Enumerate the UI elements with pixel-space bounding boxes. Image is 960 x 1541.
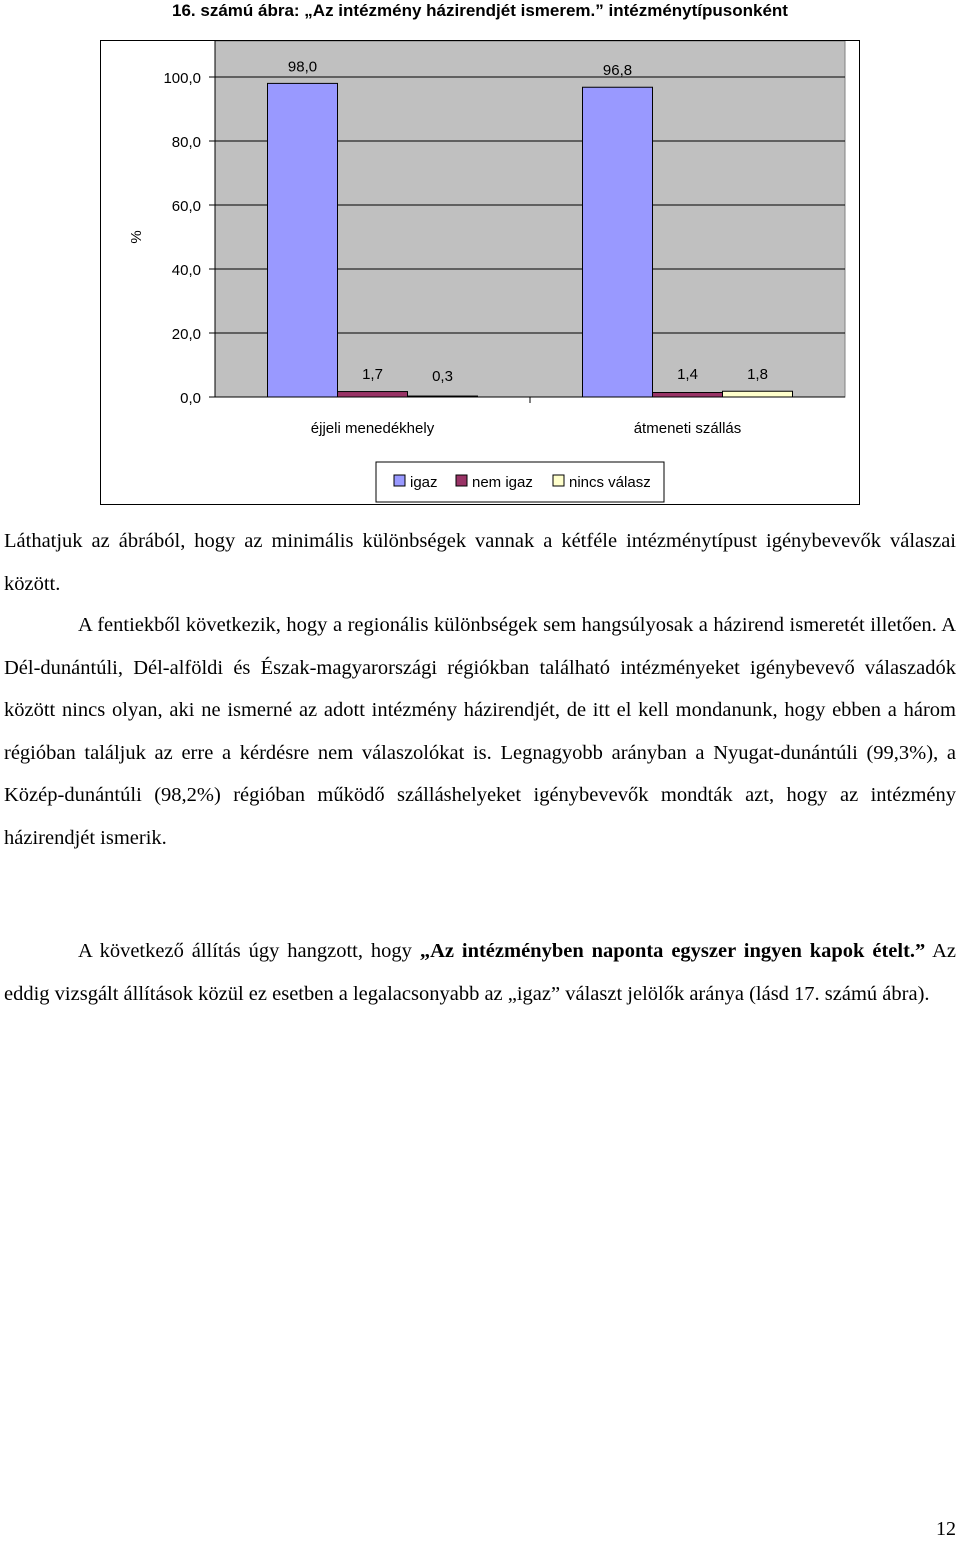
data-label: 98,0	[287, 58, 318, 76]
bar	[583, 87, 653, 397]
data-label: 0,3	[432, 368, 453, 385]
bar	[338, 392, 408, 397]
x-tick-label: átmeneti szállás	[633, 420, 742, 437]
y-tick-label: 0,0	[180, 390, 201, 407]
paragraph-2: A fentiekből következik, hogy a regionális különbségek sem hangsúlyosak a házirend ismeretét illetően. A Dél-dunántúli, Dél-alföldi és Észak-magyarországi régiókban található intézményeket igénybevevő válaszadók között nincs olyan, aki ne ismerné az adott intézmény házirendjét, de itt el kell mondanunk, hogy ebben a három régióban találjuk az erre a kérdésre nem válaszolókat is. Legnagyobb arányban a Nyugat-dunántúli (99,3%), a Közép-dunántúli (98,2%) régióban működő szálláshelyeket igénybevevők mondták azt, hogy az intézmény házirendjét ismerik.	[4, 614, 956, 849]
y-tick-label: 20,0	[171, 326, 201, 343]
legend-swatch	[553, 475, 564, 486]
paragraph-1-block	[4, 520, 956, 605]
data-label: 1,8	[747, 366, 768, 383]
bar	[653, 393, 723, 397]
data-label: 1,7	[362, 366, 383, 383]
legend-label: nincs válasz	[569, 474, 651, 491]
data-label: 1,4	[677, 366, 698, 383]
paragraph-1: Láthatjuk az ábrából, hogy az minimális különbségek vannak a kétféle intézménytípust igénybevevők válaszai között.	[4, 530, 956, 595]
data-label: 96,8	[602, 62, 633, 80]
legend-label: igaz	[410, 474, 438, 491]
bar	[268, 83, 338, 397]
paragraph-3-intro: A következő állítás úgy hangzott, hogy	[78, 940, 420, 962]
figure-title: 16. számú ábra: „Az intézmény házirendjét ismerem.” intézménytípusonként	[172, 1, 788, 20]
y-tick-label: 80,0	[171, 134, 201, 151]
page-number: 12	[936, 1518, 956, 1540]
chart-frame	[100, 40, 860, 505]
legend-swatch	[456, 475, 467, 486]
bar	[723, 391, 793, 397]
paragraph-3-rest: Az eddig vizsgált állítások közül ez esetben a legalacsonyabb az „igaz” választ jelölők aránya (lásd 17. számú ábra).	[4, 940, 956, 1005]
x-tick-label: éjjeli menedékhely	[310, 420, 435, 437]
bar-chart	[101, 41, 859, 504]
bar	[408, 396, 478, 397]
paragraph-3-quote: „Az intézményben naponta egyszer ingyen kapok ételt.”	[419, 940, 926, 962]
legend-label: nem igaz	[472, 474, 533, 491]
paragraph-3	[4, 930, 956, 1015]
y-tick-label: 100,0	[163, 70, 201, 87]
paragraph-2-block	[4, 604, 956, 859]
legend-swatch	[394, 475, 405, 486]
y-tick-label: 60,0	[171, 198, 201, 215]
y-axis-label: %	[128, 230, 145, 244]
paragraph-3-block	[4, 930, 956, 1015]
y-tick-label: 40,0	[171, 262, 201, 279]
